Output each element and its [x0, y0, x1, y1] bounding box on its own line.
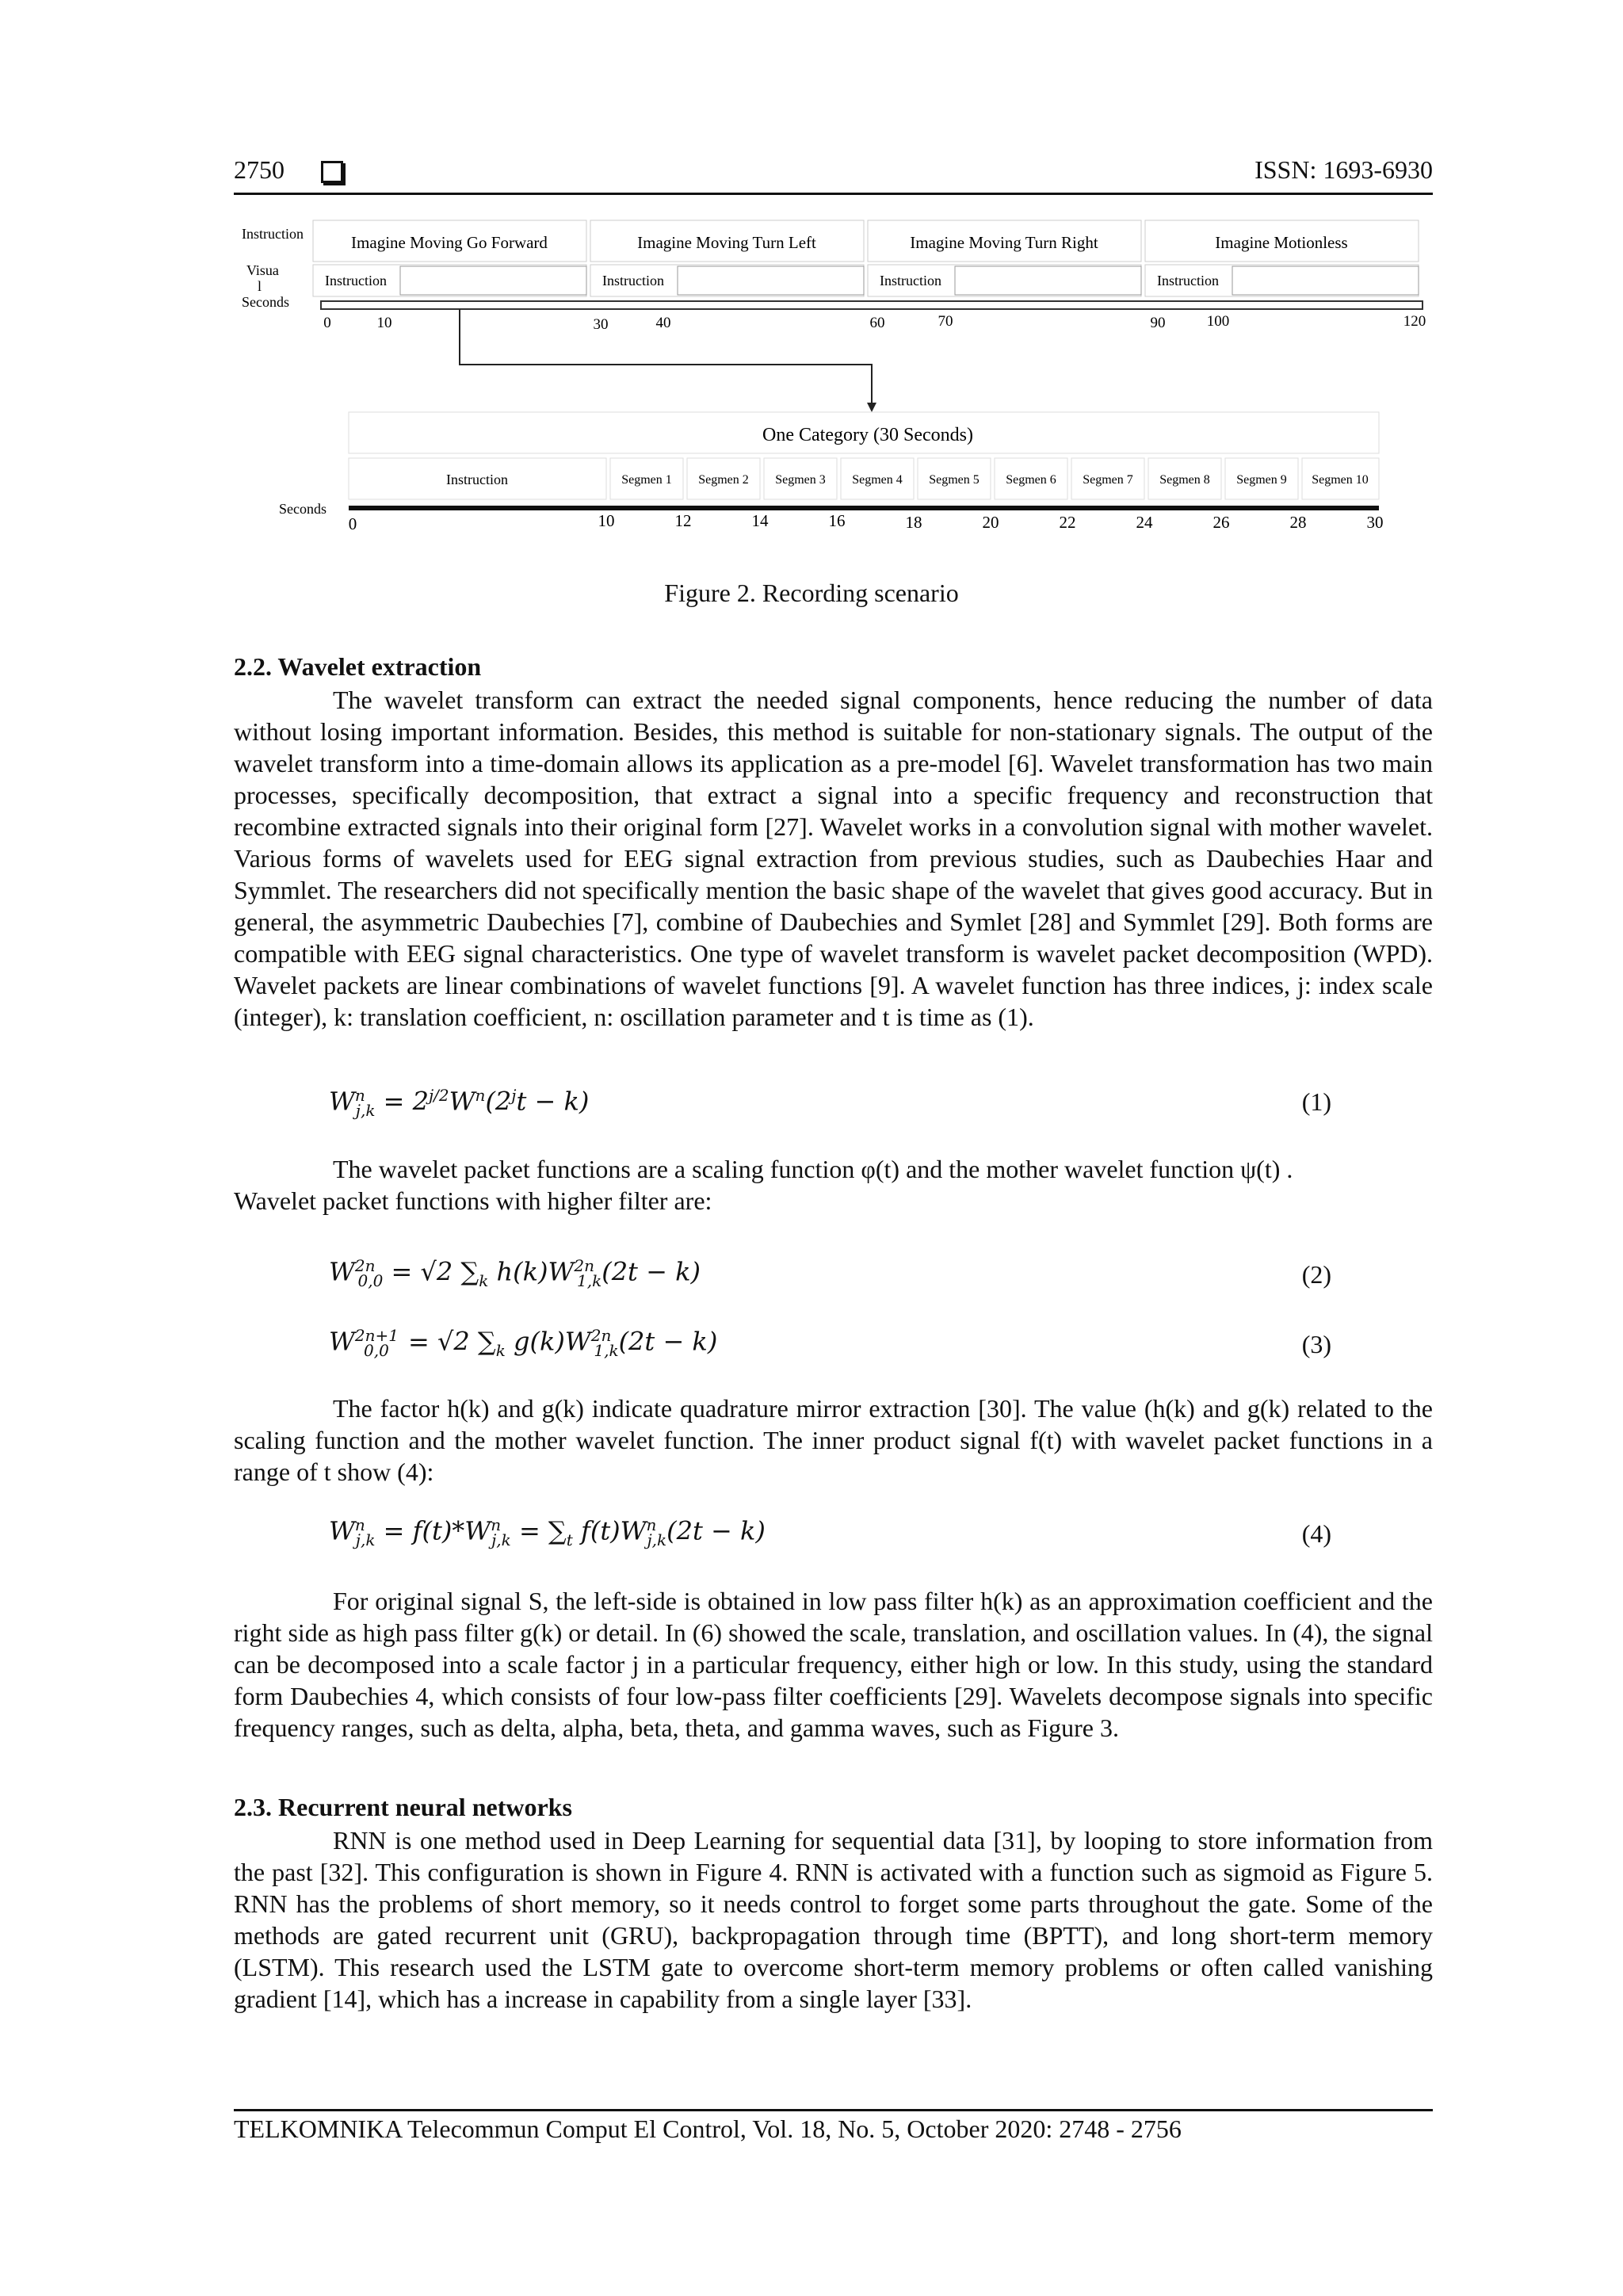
segment-8: Segmen 8 — [1159, 473, 1210, 487]
paragraph: RNN is one method used in Deep Learning for sequential data [31], by looping to store information from the past [32]. This configuration is shown in Figure 4. RNN is activated with a function such as sigmoid as Figure 5. RNN has the problems of short memory, so it needs control to forget some parts throughout the gate. Some of the methods are gated recurrent unit (GRU), backpropagation through time (BPTT), and long short-term memory (LSTM). This research used the LSTM gate to overcome short-term memory problems or often called vanishing gradient [14], which has a increase in capability from a single layer [33]. — [234, 1826, 1433, 2013]
tick: 26 — [1212, 513, 1230, 532]
segment-row — [349, 458, 1379, 499]
tick: 12 — [674, 511, 692, 530]
tick: 28 — [1289, 513, 1307, 532]
equation-number-2: (2) — [1301, 1260, 1331, 1289]
equation-4: $W^n_{j,k} = f(t)*W^n_{j,k} = \sum_t$ $f(t)W^n_{j,k}(2t - k)$ — [329, 1515, 766, 1550]
instruction-1: Instruction — [325, 273, 387, 288]
tick: 18 — [905, 513, 922, 532]
instruction-row — [313, 265, 1419, 296]
segment-2: Segmen 2 — [698, 473, 749, 487]
header-rule — [234, 193, 1433, 195]
tick: 30 — [593, 316, 609, 333]
segment-10: Segmen 10 — [1312, 473, 1369, 487]
segment-3: Segmen 3 — [775, 473, 826, 487]
paragraph: For original signal S, the left-side is obtained in low pass filter h(k) as an approximation coefficient and the right side as high pass filter g(k) or detail. In (6) showed the scale, translation, and oscillation values. In (4), the signal can be decomposed into a scale factor j in a particular frequency, either high or low. In this study, using the standard form Daubechies 4, which consists of four low-pass filter coefficients [29]. Wavelets decompose signals into specific frequency ranges, such as delta, alpha, beta, theta, and gamma waves, such as Figure 3. — [234, 1587, 1433, 1742]
bottom-ticks — [349, 511, 1384, 533]
segment-1: Segmen 1 — [621, 473, 672, 487]
label-visual: Visua — [246, 262, 279, 278]
paragraph: The factor h(k) and g(k) indicate quadrature mirror extraction [30]. The value (h(k) and g(k) related to the scaling function and the mother wavelet function. The inner product signal f(t) with wavelet packet functions in a range of t show (4): — [234, 1394, 1433, 1486]
tick: 0 — [348, 514, 357, 533]
section-title-2-3: 2.3. Recurrent neural networks — [234, 1793, 572, 1821]
arrow-down-icon — [867, 403, 876, 412]
label-instruction: Instruction — [242, 226, 304, 242]
tick: 30 — [1366, 513, 1384, 532]
tick: 120 — [1403, 313, 1426, 330]
paragraph: Wavelet packet functions with higher filter are: — [234, 1186, 712, 1215]
tick: 16 — [828, 511, 846, 530]
segment-5: Segmen 5 — [929, 473, 980, 487]
zoom-instruction: Instruction — [446, 472, 508, 487]
zoom-title: One Category (30 Seconds) — [762, 425, 973, 445]
top-ticks — [323, 313, 1426, 333]
tick: 40 — [655, 315, 671, 331]
category-4: Imagine Motionless — [1215, 233, 1348, 252]
label-visual-2: l — [258, 278, 262, 294]
category-3: Imagine Moving Turn Right — [910, 233, 1098, 252]
issn: ISSN: 1693-6930 — [1254, 155, 1433, 184]
instruction-3: Instruction — [880, 273, 941, 288]
equation-2: $W^{2n}_{0,0} = √2$ $\sum_k$ $h(k)W^{2n}_{1,k}(2t - k)$ — [329, 1256, 701, 1291]
tick: 0 — [323, 315, 331, 331]
tick: 70 — [938, 313, 953, 330]
section-title-2-2: 2.2. Wavelet extraction — [234, 652, 482, 681]
tick: 90 — [1150, 315, 1166, 331]
instruction-4: Instruction — [1157, 273, 1219, 288]
tick: 22 — [1059, 513, 1076, 532]
category-2: Imagine Moving Turn Left — [637, 233, 816, 252]
equation-number-4: (4) — [1301, 1519, 1331, 1548]
footer-citation: TELKOMNIKA Telecommun Comput El Control, Vol. 18, No. 5, October 2020: 2748 - 2756 — [234, 2115, 1182, 2143]
footer-rule — [234, 2109, 1433, 2111]
instruction-2: Instruction — [602, 273, 664, 288]
label-seconds: Seconds — [242, 294, 289, 310]
equation-3: $W^{2n+1}_{0,0} = √2$ $\sum_k$ $g(k)W^{2n}_{1,k}(2t - k)$ — [329, 1326, 718, 1361]
segment-9: Segmen 9 — [1236, 473, 1287, 487]
tick: 14 — [751, 511, 769, 530]
tick: 100 — [1206, 313, 1230, 330]
zoom-seconds-label: Seconds — [279, 501, 327, 517]
timeline-bar — [321, 301, 1423, 309]
page-number: 2750 — [234, 155, 285, 184]
figure-caption: Figure 2. Recording scenario — [664, 579, 959, 607]
tick: 20 — [982, 513, 999, 532]
equation-number-3: (3) — [1301, 1330, 1331, 1358]
recording-scenario-figure — [234, 214, 1433, 547]
paragraph: The wavelet transform can extract the needed signal components, hence reducing the number of data without losing important information. Besides, this method is suitable for non-stationary signals. The output of the wavelet transform into a time-domain allows its application as a pre-model [6]. Wavelet transformation has two main processes, specifically decomposition, that extract a signal into a specific frequency and reconstruction that recombine extracted signals into their original form [27]. Wavelet works in a convolution signal with mother wavelet. Various forms of wavelets used for EEG signal extraction from previous studies, such as Daubechies Haar and Symmlet. The researchers did not specifically mention the basic shape of the wavelet that gives good accuracy. But in general, the asymmetric Daubechies [7], combine of Daubechies and Symlet [28] and Symmlet [29]. Both forms are compatible with EEG signal characteristics. One type of wavelet transform is wavelet packet decomposition (WPD). Wavelet packets are linear combinations of wavelet functions [9]. A wavelet function has three indices, j: index scale (integer), k: translation coefficient, n: oscillation parameter and t is time as (1). — [234, 686, 1433, 1031]
equation-1: $W^n_{j,k} = 2^{j/2}W^n(2^jt - k)$ — [329, 1086, 590, 1121]
tick: 24 — [1136, 513, 1153, 532]
segment-7: Segmen 7 — [1083, 473, 1133, 487]
segment-6: Segmen 6 — [1006, 473, 1056, 487]
tick: 60 — [869, 315, 885, 331]
equation-number-1: (1) — [1301, 1087, 1331, 1116]
tick: 10 — [376, 315, 392, 331]
segment-4: Segmen 4 — [852, 473, 903, 487]
paragraph: The wavelet packet functions are a scaling function φ(t) and the mother wavelet function ψ(t) . — [333, 1155, 1293, 1183]
top-categories — [313, 220, 1419, 262]
tick: 10 — [598, 511, 615, 530]
zoom-timeline-bar — [349, 506, 1379, 510]
square-icon — [321, 161, 343, 183]
category-1: Imagine Moving Go Forward — [351, 233, 548, 252]
